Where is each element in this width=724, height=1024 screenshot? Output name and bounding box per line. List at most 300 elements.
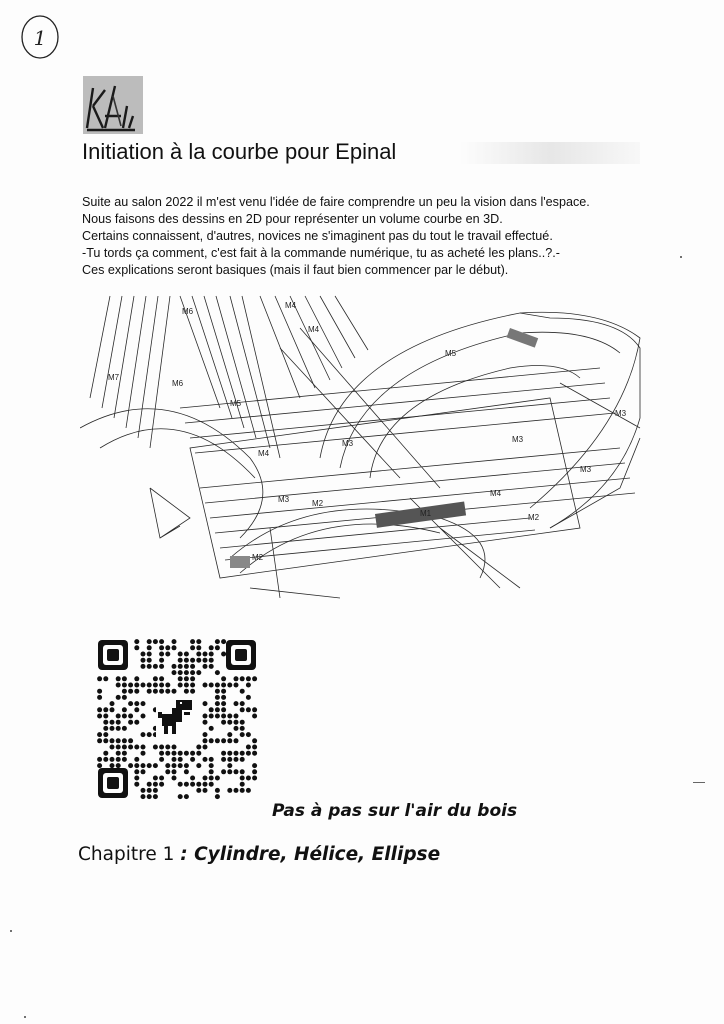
- qr-module: [190, 751, 195, 756]
- qr-module: [141, 652, 146, 657]
- qr-module: [159, 639, 164, 644]
- qr-module: [172, 757, 177, 762]
- qr-module: [234, 751, 239, 756]
- qr-module: [153, 788, 158, 793]
- qr-module: [97, 707, 102, 712]
- qr-module: [215, 776, 220, 781]
- scan-dot: [680, 256, 682, 258]
- qr-module: [128, 701, 133, 706]
- drawing-label: M4: [285, 301, 297, 310]
- qr-module: [134, 683, 139, 688]
- qr-module: [122, 726, 127, 731]
- qr-module: [159, 683, 164, 688]
- qr-module: [141, 763, 146, 768]
- qr-module: [196, 639, 201, 644]
- qr-module: [203, 720, 208, 725]
- qr-module: [240, 769, 245, 774]
- qr-module: [252, 751, 257, 756]
- qr-module: [178, 676, 183, 681]
- drawing-label: M5: [445, 349, 457, 358]
- qr-module: [184, 794, 189, 799]
- qr-module: [153, 763, 158, 768]
- qr-module: [116, 745, 121, 750]
- qr-module: [209, 782, 214, 787]
- qr-module: [203, 658, 208, 663]
- drawing-label: M7: [108, 373, 120, 382]
- qr-module: [97, 695, 102, 700]
- qr-module: [116, 695, 121, 700]
- qr-module: [141, 794, 146, 799]
- qr-module: [110, 707, 115, 712]
- qr-module: [172, 776, 177, 781]
- qr-module: [122, 695, 127, 700]
- qr-module: [147, 732, 152, 737]
- qr-module: [178, 763, 183, 768]
- qr-module: [209, 726, 214, 731]
- qr-module: [246, 732, 251, 737]
- qr-module: [128, 745, 133, 750]
- qr-module: [172, 639, 177, 644]
- qr-module: [227, 757, 232, 762]
- qr-module: [103, 676, 108, 681]
- page-number-circle: [20, 14, 60, 60]
- qr-module: [110, 757, 115, 762]
- qr-module: [159, 689, 164, 694]
- qr-module: [103, 738, 108, 743]
- qr-module: [147, 683, 152, 688]
- qr-module: [110, 720, 115, 725]
- drawing-label: M2: [528, 513, 540, 522]
- qr-module: [184, 658, 189, 663]
- qr-module: [203, 776, 208, 781]
- qr-module: [240, 782, 245, 787]
- qr-module: [172, 689, 177, 694]
- qr-module: [209, 763, 214, 768]
- qr-module: [141, 683, 146, 688]
- qr-module: [172, 769, 177, 774]
- qr-module: [196, 658, 201, 663]
- qr-module: [147, 645, 152, 650]
- qr-module: [147, 689, 152, 694]
- qr-module: [141, 788, 146, 793]
- qr-module: [215, 645, 220, 650]
- qr-module: [134, 676, 139, 681]
- qr-module: [128, 689, 133, 694]
- qr-module: [240, 788, 245, 793]
- qr-module: [234, 676, 239, 681]
- qr-module: [147, 658, 152, 663]
- qr-module: [221, 720, 226, 725]
- qr-module: [184, 689, 189, 694]
- qr-module: [209, 776, 214, 781]
- qr-module: [153, 664, 158, 669]
- qr-module: [172, 763, 177, 768]
- qr-module: [203, 745, 208, 750]
- qr-module: [153, 782, 158, 787]
- qr-module: [209, 714, 214, 719]
- qr-module: [110, 745, 115, 750]
- qr-module: [172, 745, 177, 750]
- qr-module: [252, 676, 257, 681]
- qr-module: [240, 757, 245, 762]
- qr-module: [203, 757, 208, 762]
- qr-module: [103, 757, 108, 762]
- qr-module: [141, 714, 146, 719]
- qr-module: [97, 763, 102, 768]
- qr-module: [227, 714, 232, 719]
- qr-module: [227, 732, 232, 737]
- qr-module: [184, 751, 189, 756]
- qr-code[interactable]: [96, 638, 258, 800]
- qr-module: [159, 645, 164, 650]
- scan-smudge: [460, 142, 640, 164]
- qr-module: [196, 645, 201, 650]
- qr-module: [97, 676, 102, 681]
- qr-module: [103, 726, 108, 731]
- qr-module: [165, 652, 170, 657]
- qr-module: [147, 788, 152, 793]
- qr-module: [134, 701, 139, 706]
- qr-module: [221, 738, 226, 743]
- qr-module: [178, 683, 183, 688]
- qr-module: [215, 714, 220, 719]
- qr-module: [128, 763, 133, 768]
- qr-module: [190, 676, 195, 681]
- qr-module: [184, 670, 189, 675]
- qr-module: [165, 645, 170, 650]
- qr-module: [209, 664, 214, 669]
- scan-dot: [10, 930, 12, 932]
- qr-module: [122, 745, 127, 750]
- qr-module: [141, 664, 146, 669]
- qr-module: [165, 683, 170, 688]
- qr-module: [165, 769, 170, 774]
- qr-module: [141, 658, 146, 663]
- qr-module: [190, 683, 195, 688]
- drawing-label: M3: [278, 495, 290, 504]
- qr-module: [141, 769, 146, 774]
- qr-module: [227, 788, 232, 793]
- qr-module: [116, 683, 121, 688]
- qr-module: [153, 683, 158, 688]
- qr-module: [215, 788, 220, 793]
- qr-module: [159, 757, 164, 762]
- qr-module: [246, 788, 251, 793]
- qr-module: [141, 751, 146, 756]
- qr-module: [147, 794, 152, 799]
- qr-module: [134, 757, 139, 762]
- qr-module: [128, 738, 133, 743]
- qr-module: [240, 676, 245, 681]
- chapter-subtitle: : Cylindre, Hélice, Ellipse: [180, 844, 441, 865]
- qr-module: [122, 757, 127, 762]
- qr-module: [227, 720, 232, 725]
- qr-module: [172, 751, 177, 756]
- qr-module: [246, 676, 251, 681]
- qr-module: [159, 676, 164, 681]
- qr-module: [134, 707, 139, 712]
- drawing-label: M6: [182, 307, 194, 316]
- chapter-heading: [78, 844, 440, 865]
- intro-line: Certains connaissent, d'autres, novices ne s'imaginent pas du tout le travail effectué.: [82, 229, 553, 243]
- qr-module: [234, 701, 239, 706]
- qr-module: [203, 652, 208, 657]
- qr-module: [240, 776, 245, 781]
- qr-module: [252, 763, 257, 768]
- qr-module: [190, 689, 195, 694]
- scan-dot: [24, 1016, 26, 1018]
- qr-module: [134, 745, 139, 750]
- qr-module: [203, 782, 208, 787]
- qr-module: [97, 738, 102, 743]
- qr-module: [153, 676, 158, 681]
- qr-module: [103, 720, 108, 725]
- qr-module: [110, 726, 115, 731]
- page-title: Initiation à la courbe pour Epinal: [82, 139, 397, 164]
- qr-module: [165, 745, 170, 750]
- qr-module: [221, 701, 226, 706]
- qr-module: [209, 658, 214, 663]
- qr-module: [97, 732, 102, 737]
- drawing-label: M6: [172, 379, 184, 388]
- qr-module: [153, 794, 158, 799]
- qr-module: [240, 707, 245, 712]
- qr-module: [240, 732, 245, 737]
- qr-module: [221, 695, 226, 700]
- qr-module: [227, 751, 232, 756]
- qr-module: [134, 720, 139, 725]
- qr-module: [147, 763, 152, 768]
- logo-icon: [83, 76, 143, 134]
- qr-module: [103, 707, 108, 712]
- qr-module: [172, 670, 177, 675]
- qr-module: [240, 726, 245, 731]
- qr-module: [159, 776, 164, 781]
- qr-module: [116, 726, 121, 731]
- qr-module: [215, 794, 220, 799]
- drawing-label: M2: [252, 553, 264, 562]
- qr-module: [196, 751, 201, 756]
- qr-module: [184, 652, 189, 657]
- qr-module: [221, 652, 226, 657]
- qr-module: [203, 714, 208, 719]
- qr-module: [116, 714, 121, 719]
- qr-module: [196, 745, 201, 750]
- qr-module: [122, 707, 127, 712]
- qr-module: [209, 645, 214, 650]
- qr-module: [203, 701, 208, 706]
- intro-line: -Tu tords ça comment, c'est fait à la commande numérique, tu as acheté les plans..?.-: [82, 246, 560, 260]
- qr-module: [103, 732, 108, 737]
- qr-module: [116, 751, 121, 756]
- qr-module: [178, 652, 183, 657]
- drawing-label: M3: [615, 409, 627, 418]
- qr-module: [209, 757, 214, 762]
- qr-module: [184, 782, 189, 787]
- qr-module: [227, 683, 232, 688]
- qr-module: [134, 639, 139, 644]
- qr-module: [116, 720, 121, 725]
- qr-module: [209, 738, 214, 743]
- qr-module: [97, 757, 102, 762]
- qr-module: [221, 689, 226, 694]
- qr-module: [165, 763, 170, 768]
- qr-module: [178, 664, 183, 669]
- qr-module: [178, 757, 183, 762]
- qr-module: [116, 738, 121, 743]
- qr-module: [159, 658, 164, 663]
- qr-module: [203, 664, 208, 669]
- qr-module: [215, 695, 220, 700]
- qr-module: [178, 670, 183, 675]
- qr-module: [184, 676, 189, 681]
- technical-drawing: [80, 288, 650, 606]
- qr-module: [134, 776, 139, 781]
- qr-module: [190, 645, 195, 650]
- qr-module: [240, 720, 245, 725]
- qr-module: [128, 720, 133, 725]
- qr-module: [215, 701, 220, 706]
- qr-module: [190, 664, 195, 669]
- qr-module: [215, 670, 220, 675]
- qr-module: [128, 683, 133, 688]
- qr-module: [147, 639, 152, 644]
- qr-module: [252, 738, 257, 743]
- qr-module: [215, 689, 220, 694]
- qr-module: [234, 788, 239, 793]
- qr-module: [97, 689, 102, 694]
- qr-module: [234, 720, 239, 725]
- qr-module: [203, 738, 208, 743]
- qr-module: [252, 769, 257, 774]
- drawing-label: M2: [312, 499, 324, 508]
- qr-module: [234, 714, 239, 719]
- qr-module: [252, 745, 257, 750]
- intro-line: Nous faisons des dessins en 2D pour représenter un volume courbe en 3D.: [82, 212, 503, 226]
- qr-module: [128, 714, 133, 719]
- qr-module: [221, 639, 226, 644]
- qr-module: [221, 769, 226, 774]
- dinosaur-icon: [156, 696, 200, 740]
- qr-module: [209, 769, 214, 774]
- qr-module: [141, 732, 146, 737]
- qr-module: [196, 788, 201, 793]
- qr-module: [103, 714, 108, 719]
- qr-module: [153, 776, 158, 781]
- qr-module: [122, 714, 127, 719]
- qr-module: [240, 751, 245, 756]
- qr-module: [246, 707, 251, 712]
- qr-module: [178, 751, 183, 756]
- qr-module: [221, 683, 226, 688]
- qr-module: [159, 751, 164, 756]
- qr-module: [234, 769, 239, 774]
- qr-module: [221, 707, 226, 712]
- qr-module: [234, 757, 239, 762]
- qr-module: [122, 751, 127, 756]
- qr-module: [184, 769, 189, 774]
- qr-module: [215, 707, 220, 712]
- qr-module: [190, 639, 195, 644]
- qr-module: [147, 652, 152, 657]
- qr-module: [215, 683, 220, 688]
- qr-module: [116, 763, 121, 768]
- qr-module: [209, 707, 214, 712]
- qr-module: [215, 738, 220, 743]
- page-number: 1: [33, 26, 47, 50]
- qr-module: [147, 664, 152, 669]
- drawing-label: M3: [342, 439, 354, 448]
- qr-module: [190, 658, 195, 663]
- qr-module: [196, 763, 201, 768]
- qr-module: [122, 689, 127, 694]
- qr-module: [153, 745, 158, 750]
- qr-module: [134, 782, 139, 787]
- qr-module: [209, 683, 214, 688]
- qr-module: [221, 751, 226, 756]
- qr-module: [203, 732, 208, 737]
- intro-line: Suite au salon 2022 il m'est venu l'idée de faire comprendre un peu la vision dans l'espace.: [82, 195, 590, 209]
- drawing-label: M5: [230, 399, 242, 408]
- qr-module: [240, 689, 245, 694]
- drawing-label: M4: [490, 489, 502, 498]
- drawing-label: M3: [512, 435, 524, 444]
- qr-module: [252, 707, 257, 712]
- qr-module: [178, 658, 183, 663]
- qr-module: [190, 782, 195, 787]
- qr-module: [196, 782, 201, 787]
- qr-module: [184, 763, 189, 768]
- qr-module: [190, 670, 195, 675]
- qr-module: [134, 689, 139, 694]
- scan-mark: [693, 782, 705, 783]
- intro-line: Ces explications seront basiques (mais il faut bien commencer par le début).: [82, 263, 509, 277]
- qr-module: [134, 763, 139, 768]
- qr-module: [246, 751, 251, 756]
- qr-module: [178, 782, 183, 787]
- qr-module: [97, 714, 102, 719]
- qr-module: [221, 757, 226, 762]
- qr-module: [252, 776, 257, 781]
- qr-module: [234, 726, 239, 731]
- drawing-label: M1: [420, 509, 432, 518]
- drawing-label: M4: [258, 449, 270, 458]
- qr-module: [110, 701, 115, 706]
- qr-module: [122, 738, 127, 743]
- qr-module: [227, 738, 232, 743]
- drawing-label: M4: [308, 325, 320, 334]
- qr-module: [147, 782, 152, 787]
- qr-module: [178, 794, 183, 799]
- qr-module: [141, 701, 146, 706]
- qr-module: [134, 645, 139, 650]
- qr-module: [141, 745, 146, 750]
- qr-module: [227, 769, 232, 774]
- qr-module: [234, 683, 239, 688]
- qr-module: [116, 676, 121, 681]
- qr-module: [196, 670, 201, 675]
- qr-module: [153, 689, 158, 694]
- drawing-label: M3: [580, 465, 592, 474]
- qr-module: [103, 751, 108, 756]
- qr-module: [196, 652, 201, 657]
- qr-module: [190, 757, 195, 762]
- qr-module: [240, 701, 245, 706]
- qr-module: [153, 639, 158, 644]
- qr-module: [134, 769, 139, 774]
- qr-module: [122, 683, 127, 688]
- intro-paragraph: [82, 194, 642, 279]
